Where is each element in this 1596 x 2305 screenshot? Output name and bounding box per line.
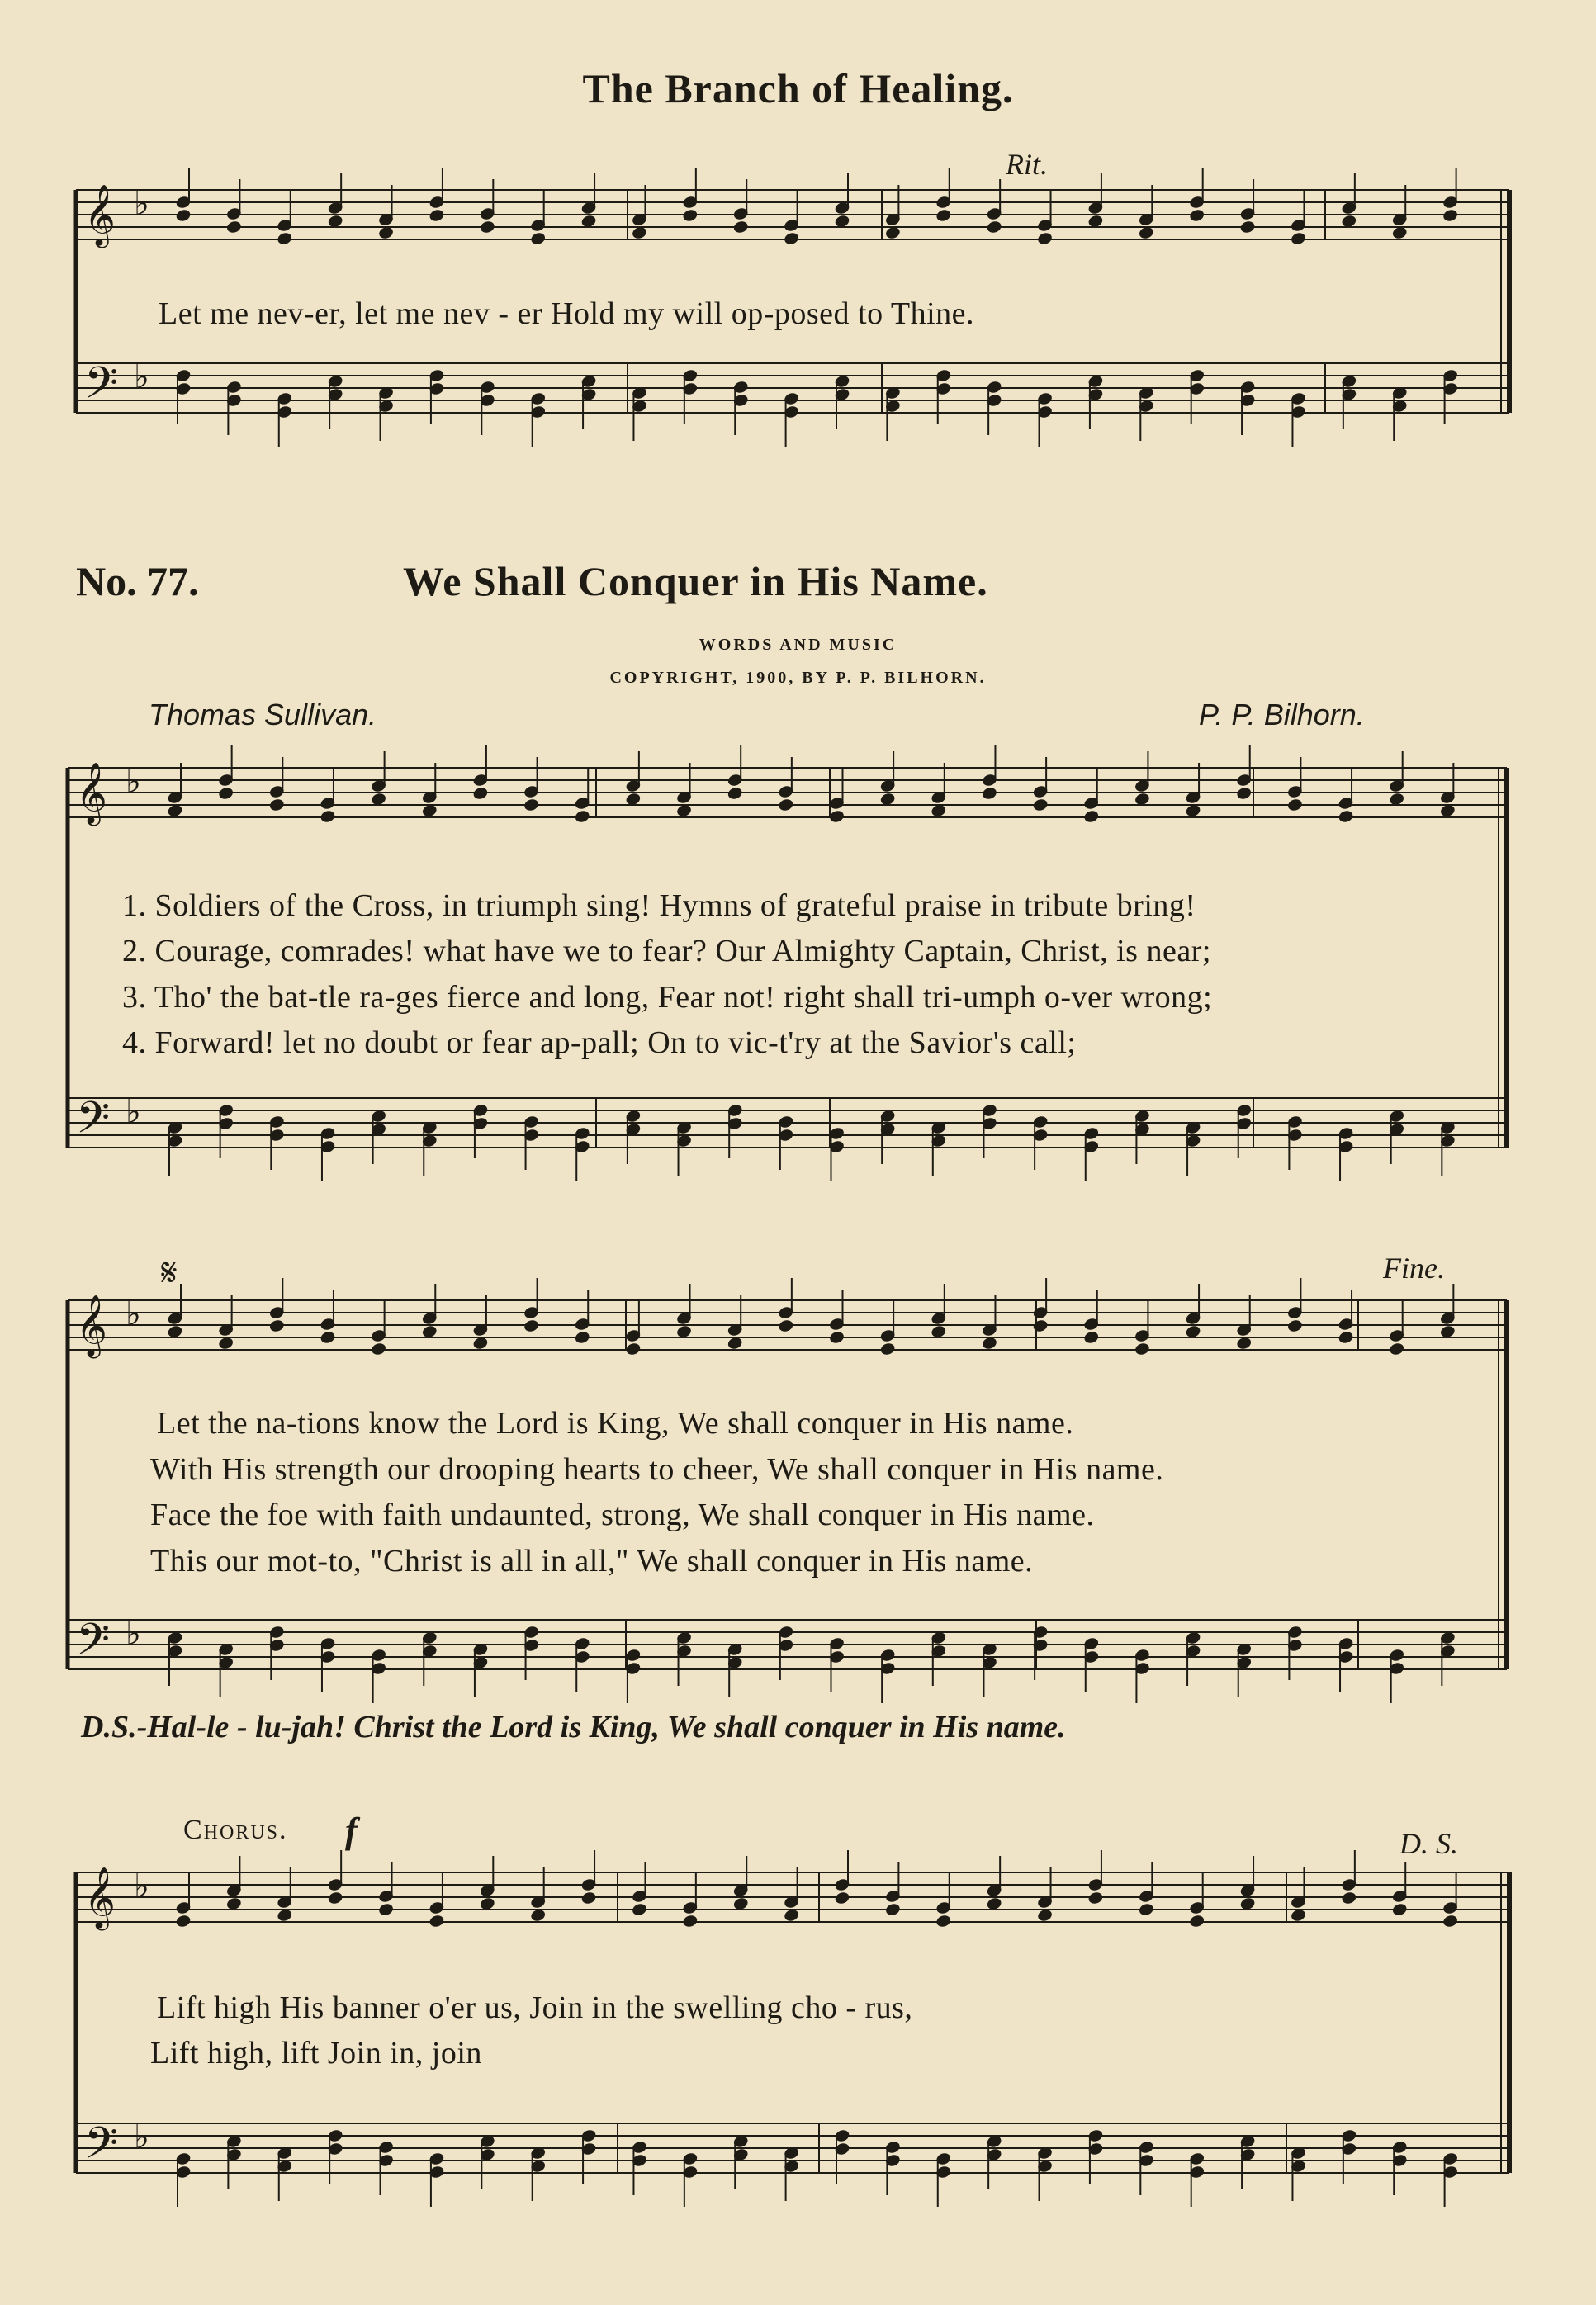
ds-marking: D. S.	[1399, 1827, 1458, 1860]
note-head	[1139, 226, 1154, 240]
flat-sign-icon: ♭	[134, 358, 149, 396]
bass-clef-icon: 𝄢	[76, 1093, 111, 1154]
note-head	[523, 1319, 539, 1333]
note-head	[1338, 810, 1353, 824]
verse-line-2: 2. Courage, comrades! what have we to fear? Our Almighty Captain, Christ, is near;	[122, 934, 1211, 968]
note-head	[218, 787, 234, 801]
note-head	[523, 798, 539, 812]
treble-clef-icon: 𝄞	[84, 1867, 116, 1929]
note-head	[175, 209, 191, 223]
note-head	[625, 1342, 641, 1356]
note-head	[834, 1891, 850, 1905]
note-head	[378, 226, 394, 240]
note-head	[1189, 209, 1205, 223]
note-head	[1392, 226, 1408, 240]
bass-clef-icon: 𝄢	[84, 2118, 119, 2180]
note-head	[982, 787, 997, 801]
refrain-line-3: Face the foe with faith undaunted, strong, We shall conquer in His name.	[150, 1498, 1095, 1532]
note-head	[987, 1897, 1002, 1911]
copyright-line-2: COPYRIGHT, 1900, BY P. P. BILHORN.	[609, 669, 987, 687]
note-head	[422, 804, 438, 818]
note-head	[1037, 1909, 1053, 1923]
note-head	[784, 1909, 799, 1923]
composer: P. P. Bilhorn.	[1199, 698, 1365, 731]
segno-sign: 𝄋	[161, 1252, 178, 1294]
note-head	[175, 1915, 191, 1929]
note-head	[1186, 804, 1201, 818]
note-head	[1287, 798, 1303, 812]
note-head	[429, 209, 444, 223]
note-head	[632, 226, 647, 240]
note-head	[682, 1915, 698, 1929]
note-head	[1037, 232, 1053, 246]
refrain-line-4: This our mot-to, "Christ is all in all," We shall conquer in His name.	[150, 1544, 1034, 1578]
refrain-line-2: With His strength our drooping hearts to cheer, We shall conquer in His name.	[150, 1452, 1164, 1487]
note-head	[269, 798, 285, 812]
note-head	[575, 1331, 590, 1345]
note-head	[682, 209, 698, 223]
note-head	[575, 810, 590, 824]
note-head	[1083, 810, 1099, 824]
note-head	[935, 209, 951, 223]
note-head	[1442, 209, 1458, 223]
branch-title: The Branch of Healing.	[582, 65, 1014, 111]
note-head	[1287, 1319, 1303, 1333]
note-head	[422, 1325, 438, 1339]
ds-lyric-line: D.S.-Hal-le - lu-jah! Christ the Lord is King, We shall conquer in His name.	[81, 1710, 1066, 1744]
chorus-line-2: Lift high, lift Join in, join	[150, 2036, 482, 2071]
note-head	[530, 1909, 546, 1923]
note-head	[1134, 1342, 1150, 1356]
note-head	[885, 1903, 901, 1917]
note-head	[480, 1897, 495, 1911]
note-head	[733, 220, 749, 234]
note-head	[982, 1337, 997, 1351]
note-head	[472, 1337, 488, 1351]
note-head	[218, 1337, 234, 1351]
note-head	[277, 1909, 292, 1923]
note-head	[320, 1331, 335, 1345]
hymn-title: We Shall Conquer in His Name.	[403, 558, 988, 604]
note-head	[371, 793, 386, 807]
note-head	[935, 1915, 951, 1929]
dynamic-forte: f	[345, 1810, 358, 1851]
note-head	[931, 804, 946, 818]
flat-sign-icon: ♭	[126, 1093, 141, 1131]
note-head	[1341, 215, 1357, 229]
note-head	[277, 232, 292, 246]
flat-sign-icon: ♭	[126, 1295, 141, 1333]
verse-line-1: 1. Soldiers of the Cross, in triumph sing! Hymns of grateful praise in tribute bring!	[122, 888, 1196, 923]
note-head	[1189, 1915, 1205, 1929]
note-head	[480, 220, 495, 234]
note-head	[1033, 798, 1049, 812]
note-head	[727, 787, 743, 801]
note-head	[1087, 1891, 1103, 1905]
note-head	[931, 1325, 946, 1339]
note-head	[371, 1342, 386, 1356]
note-head	[1083, 1331, 1099, 1345]
note-head	[1291, 1909, 1306, 1923]
note-head	[676, 1325, 692, 1339]
treble-clef-icon: 𝄞	[76, 763, 107, 824]
note-head	[1186, 1325, 1201, 1339]
note-head	[167, 1325, 182, 1339]
fine-marking: Fine.	[1383, 1252, 1445, 1285]
treble-clef-icon: 𝄞	[84, 185, 116, 246]
chorus-line-1: Lift high His banner o'er us, Join in the swelling cho - rus,	[157, 1990, 913, 2025]
note-head	[472, 787, 488, 801]
note-head	[1139, 1903, 1154, 1917]
refrain-line-1: Let the na-tions know the Lord is King, We shall conquer in His name.	[157, 1406, 1074, 1441]
verse-line-4: 4. Forward! let no doubt or fear ap-pall; On to vic-t'ry at the Savior's call;	[122, 1025, 1077, 1060]
note-head	[1033, 1319, 1049, 1333]
note-head	[328, 215, 343, 229]
flat-sign-icon: ♭	[134, 185, 149, 223]
note-head	[269, 1319, 285, 1333]
note-head	[1236, 787, 1252, 801]
note-head	[226, 220, 242, 234]
note-head	[1240, 1897, 1256, 1911]
note-head	[328, 1891, 343, 1905]
lyricist: Thomas Sullivan.	[149, 698, 377, 731]
note-head	[1392, 1903, 1408, 1917]
note-head	[226, 1897, 242, 1911]
note-head	[1338, 1331, 1353, 1345]
chorus-label: Chorus.	[183, 1815, 288, 1845]
flat-sign-icon: ♭	[134, 2118, 149, 2156]
note-head	[784, 232, 799, 246]
note-head	[378, 1903, 394, 1917]
note-head	[1087, 215, 1103, 229]
note-head	[733, 1897, 749, 1911]
branch-lyric: Let me nev-er, let me nev - er Hold my will op-posed to Thine.	[159, 296, 975, 331]
note-head	[581, 1891, 597, 1905]
note-head	[429, 1915, 444, 1929]
note-head	[880, 1342, 896, 1356]
note-head	[1442, 1915, 1458, 1929]
note-head	[1240, 220, 1256, 234]
note-head	[987, 220, 1002, 234]
note-head	[625, 793, 641, 807]
note-head	[1134, 793, 1150, 807]
flat-sign-icon: ♭	[134, 1867, 149, 1905]
flat-sign-icon: ♭	[126, 763, 141, 801]
note-head	[829, 810, 845, 824]
flat-sign-icon: ♭	[126, 1615, 141, 1653]
note-head	[530, 232, 546, 246]
note-head	[834, 215, 850, 229]
note-head	[829, 1331, 845, 1345]
note-head	[167, 804, 182, 818]
treble-clef-icon: 𝄞	[76, 1295, 107, 1356]
note-head	[880, 793, 896, 807]
copyright-line-1: WORDS AND MUSIC	[699, 636, 897, 654]
note-head	[676, 804, 692, 818]
verse-line-3: 3. Tho' the bat-tle ra-ges fierce and long, Fear not! right shall tri-umph o-ver wrong;	[122, 980, 1213, 1015]
note-head	[581, 215, 597, 229]
note-head	[632, 1903, 647, 1917]
hymn-number: No. 77.	[76, 558, 199, 604]
note-head	[778, 1319, 793, 1333]
rit-marking: Rit.	[1006, 148, 1048, 181]
note-head	[1236, 1337, 1252, 1351]
bass-clef-icon: 𝄢	[84, 358, 119, 419]
note-head	[320, 810, 335, 824]
note-head	[885, 226, 901, 240]
note-head	[1389, 1342, 1404, 1356]
note-head	[1341, 1891, 1357, 1905]
note-head	[727, 1337, 743, 1351]
note-head	[1291, 232, 1306, 246]
note-head	[778, 798, 793, 812]
note-head	[1440, 804, 1456, 818]
note-head	[1440, 1325, 1456, 1339]
bass-clef-icon: 𝄢	[76, 1615, 111, 1676]
note-head	[1389, 793, 1404, 807]
